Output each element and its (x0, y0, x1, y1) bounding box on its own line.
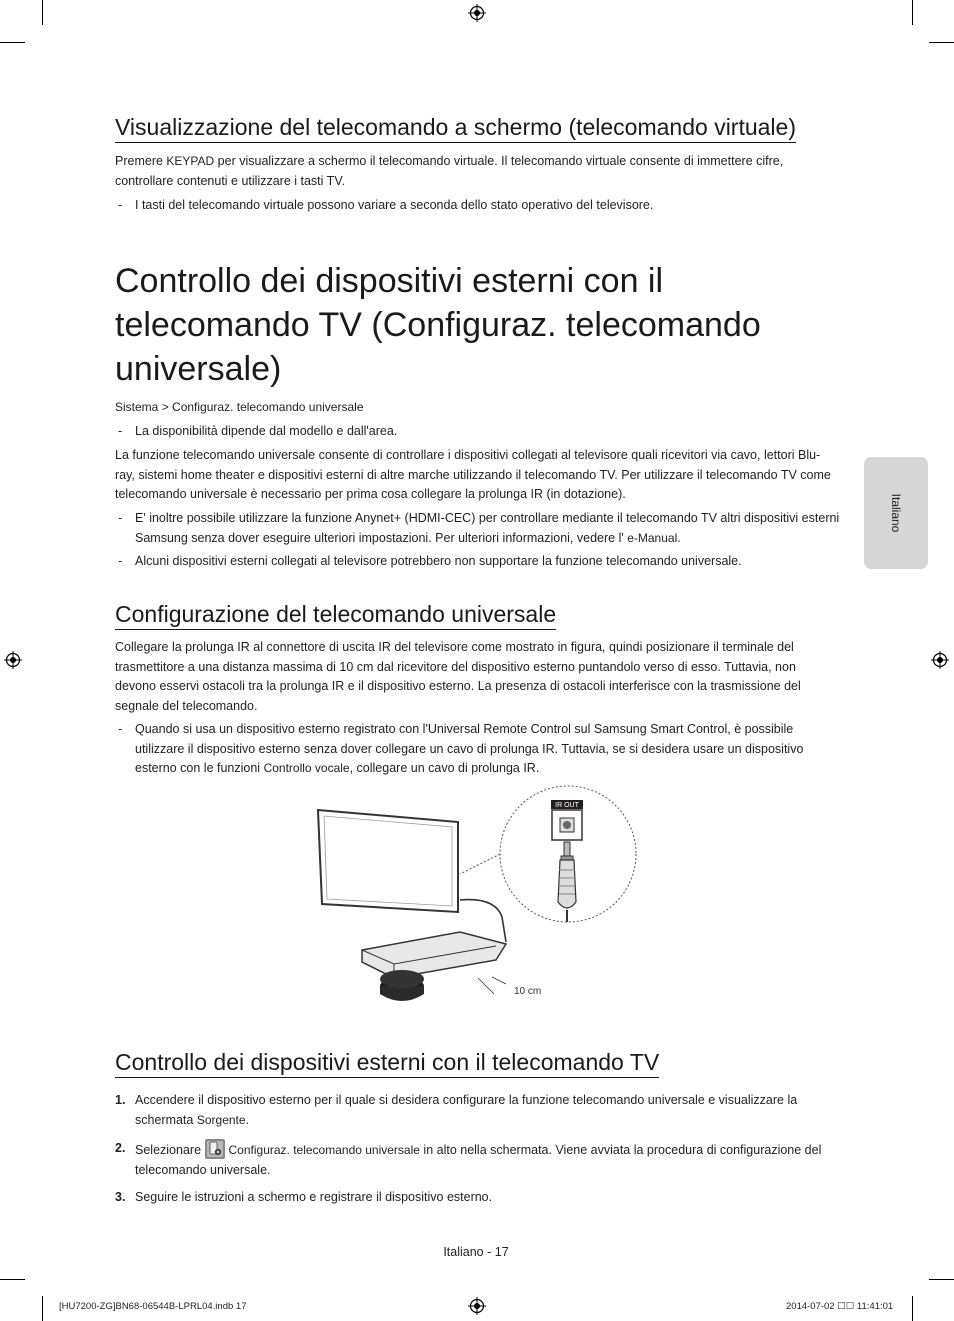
distance-line (492, 977, 506, 984)
note-item (115, 196, 840, 216)
registration-mark-icon (4, 651, 22, 669)
note-text: . (677, 530, 681, 545)
registration-mark-icon (468, 1297, 486, 1315)
ir-blaster-icon (380, 970, 424, 1001)
menu-path (115, 398, 840, 418)
crop-mark (42, 1296, 43, 1321)
step-text: Selezionare (135, 1143, 205, 1157)
ir-out-label: IR OUT (555, 802, 579, 809)
crop-mark (0, 1279, 25, 1280)
text: per visualizzare a schermo il telecomando virtuale. Il telecomando virtuale consente di immettere cifre, controllare contenuti e utilizzare i tasti TV. (115, 154, 784, 188)
paragraph-universal-remote: La funzione telecomando universale consente di controllare i dispositivi collegati al televisore quali ricevitori via cavo, lettori Blu-ray, sistemi home theater e dispositivi esterni di altre marche utilizzando il telecomando TV. Per utilizzare il telecomando TV come telecomando universale è necessario per prima cosa collegare la prolunga IR (in dotazione). (115, 448, 831, 501)
step-number: 2. (115, 1141, 126, 1155)
universal-remote-settings-icon (205, 1139, 225, 1159)
step-text: . (245, 1112, 250, 1127)
crop-mark (0, 42, 25, 43)
dash-bullet: - (118, 511, 123, 525)
dash-bullet: - (118, 722, 123, 736)
chapter-title-universal-remote: Controllo dei dispositivi esterni con il telecomando TV (Configuraz. telecomando universale) (115, 262, 761, 388)
section-heading-virtual-remote: Visualizzazione del telecomando a schermo (telecomando virtuale) (115, 114, 796, 143)
note-item (115, 552, 840, 572)
footer-file-info: [HU7200-ZG]BN68-06544B-LPRL04.indb 17 (59, 1301, 247, 1312)
keyword-keypad: KEYPAD (166, 154, 215, 168)
crop-mark (929, 1279, 954, 1280)
keyword-voice-control: Controllo vocale (263, 761, 350, 775)
step-text: Accendere il dispositivo esterno per il quale si desidera configurare la funzione telecomando universale e visualizzare la schermata (135, 1093, 798, 1127)
callout-line (460, 854, 500, 874)
keyword-universal-remote-setup: Configuraz. telecomando universale (228, 1143, 420, 1157)
menu-path-item: Sistema (115, 400, 159, 414)
note-text: , collegare un cavo di prolunga IR. (349, 761, 540, 775)
note-item (115, 422, 840, 442)
crop-mark (912, 0, 913, 25)
step-item (115, 1188, 840, 1208)
text: Premere (115, 154, 167, 168)
set-top-box-icon (362, 932, 506, 978)
dash-bullet: - (118, 554, 123, 568)
step-number: 1. (115, 1093, 126, 1107)
language-side-tab (864, 457, 928, 569)
note-text: E' inoltre possibile utilizzare la funzione Anynet+ (HDMI-CEC) per controllare mediante il telecomando TV altri dispositivi esterni Samsung senza dover eseguire ulteriori impostazioni. Per ulteriori informazioni, vedere l' (135, 511, 840, 545)
audio-jack-icon (558, 842, 576, 922)
menu-path-item: Configuraz. telecomando universale (172, 400, 364, 414)
dash-bullet: - (118, 198, 123, 212)
distance-label: 10 cm (514, 986, 542, 997)
side-tab-label: Italiano (889, 493, 903, 533)
crop-mark (929, 42, 954, 43)
registration-mark-icon (931, 651, 949, 669)
section-heading-setup: Configurazione del telecomando universale (115, 601, 556, 630)
distance-line (478, 978, 494, 994)
step-text: Seguire le istruzioni a schermo e registrare il dispositivo esterno. (135, 1190, 493, 1204)
paragraph-virtual-remote (115, 152, 840, 191)
note-text: I tasti del telecomando virtuale possono variare a seconda dello stato operativo del televisore. (135, 198, 654, 212)
page-number-text: Italiano - 17 (443, 1245, 509, 1259)
registration-mark-icon (468, 4, 486, 22)
footer-date: 2014-07-02 ☐☐ 11:41:01 (786, 1301, 894, 1312)
step-text: in alto nella schermata. Viene avviata la procedura di configurazione del telecomando universale. (135, 1143, 822, 1177)
e-manual-link[interactable]: e-Manual (627, 530, 678, 545)
tv-icon (318, 810, 458, 912)
note-item (115, 509, 840, 548)
page-number (0, 1245, 954, 1259)
note-text: Quando si usa un dispositivo esterno registrato con l'Universal Remote Control sul Samsung Smart Control, è possibile utilizzare il dispositivo esterno senza dover collegare un cavo di prolunga IR. Tuttavia, se si desidera usare un dispositivo esterno con le funzioni (135, 722, 804, 775)
note-item (115, 720, 840, 779)
step-number: 3. (115, 1190, 126, 1204)
paragraph-setup: Collegare la prolunga IR al connettore di uscita IR del televisore come mostrato in figura, quindi posizionare il terminale del trasmettitore a una distanza massima di 10 cm dal ricevitore del dispositivo esterno puntandolo verso di esso. Tuttavia, non devono esservi ostacoli tra la prolunga IR e il dispositivo esterno. La presenza di ostacoli interferisce con la trasmissione del segnale del telecomando. (115, 640, 801, 713)
dash-bullet: - (118, 424, 123, 438)
note-text: Alcuni dispositivi esterni collegati al televisore potrebbero non supportare la funzione telecomando universale. (135, 554, 742, 568)
crop-mark (912, 1296, 913, 1321)
crop-mark (42, 0, 43, 25)
step-item (115, 1091, 840, 1130)
step-item (115, 1139, 840, 1180)
ir-extender-figure (310, 782, 650, 1012)
keyword-source: Sorgente (196, 1112, 246, 1127)
section-heading-control: Controllo dei dispositivi esterni con il telecomando TV (115, 1049, 659, 1078)
note-text: La disponibilità dipende dal modello e dall'area. (135, 424, 398, 438)
menu-path-separator: > (158, 400, 173, 414)
